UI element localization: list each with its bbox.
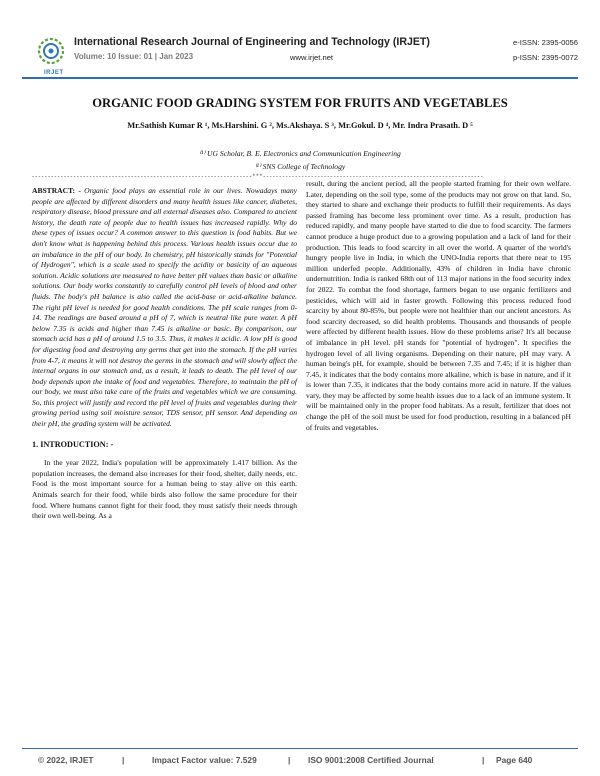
irjet-logo bbox=[36, 36, 66, 74]
paper-title: ORGANIC FOOD GRADING SYSTEM FOR FRUITS AND VEGETABLES bbox=[92, 96, 508, 110]
irjet-logo-icon bbox=[36, 36, 66, 70]
journal-header bbox=[22, 36, 578, 74]
footer-copyright: © 2022, IRJET bbox=[38, 755, 94, 765]
abstract-label: ABSTRACT: - bbox=[32, 186, 81, 195]
section-separator: ---------------------------------------------------------------------***--------------------------------------------------------------------- bbox=[32, 174, 484, 180]
right-column bbox=[306, 179, 571, 433]
footer-separator: | bbox=[122, 755, 125, 765]
abstract-text: Organic food plays an essential role in our lives. Nowadays many people are affected by different disorders and many health issues like cancer, diabetes, respiratory disease, blood pressure and all external diseases also. Compared to ancient history, the death rate of people due to health issues has increased rapidly. Why do these types of issues occur? A common answer to this question is food habits. But we don't know what is happening behind this process. Various health issues occur due to an imbalance in the pH of our body. In chemistry, pH historically stands for "Potential of Hydrogen", which is a scale used to specify the acidity or basicity of an aqueous solution. Acidic solutions are measured to have better pH values than basic or alkaline solutions. Our body works constantly to carefully control pH levels of blood and other fluids. The body's pH balance is also called the acid-base or acid-alkaline balance. The right pH level is needed for good health conditions. The pH scale ranges from 0-14. The readings are based around a pH of 7, which is neutral like pure water. A pH below 7.35 is acids and higher than 7.45 is alkaline or basic. By comparison, our stomach acid has a pH of around 1.5 to 3.5. Thus, it makes it acidic. A low pH is good for digesting food and destroying any germs that get into the stomach. If the pH varies from 4-7, it means it will not destroy the germs in the stomach and will slowly affect the internal organs in our stomach and, as a result, it leads to death. The pH level of our body depends upon the intake of food and vegetables. Therefore, to maintain the pH of our body, we must also take care of the fruits and vegetables which we are consuming. So, this project will justify and record the pH level of fruits and vegetables during their growing period using soil moisture sensor, TDS sensor, pH sensor. And depending on their pH, the grading system will be activated. bbox=[32, 186, 297, 429]
header-divider bbox=[22, 77, 578, 79]
affiliation-department: ⁽¹⁾ UG Scholar, B. E. Electronics and Communication Engineering bbox=[199, 149, 401, 158]
introduction-heading: 1. INTRODUCTION: - bbox=[32, 439, 114, 449]
footer-separator: | bbox=[482, 755, 485, 765]
journal-website-link[interactable]: www.irjet.net bbox=[290, 53, 334, 62]
journal-title: International Research Journal of Engineering and Technology (IRJET) bbox=[74, 36, 430, 48]
left-column bbox=[32, 186, 297, 522]
pissn: p-ISSN: 2395-0072 bbox=[512, 53, 578, 62]
footer-page-number: Page 640 bbox=[496, 755, 533, 765]
author-list: Mr.Sathish Kumar R ¹, Ms.Harshini. G ², Ms.Akshaya. S ³, Mr.Gokul. D ⁴, Mr. Indra Prasath. D ⁵ bbox=[127, 121, 473, 130]
affiliation-college: ⁽¹⁾ SNS College of Technology bbox=[254, 162, 346, 171]
volume-issue: Volume: 10 Issue: 01 | Jan 2023 bbox=[74, 52, 194, 61]
footer-divider bbox=[22, 748, 578, 749]
introduction-text: In the year 2022, India's population will be approximately 1.417 billion. As the population increases, the demand also increases for their food, shelter, daily needs, etc. Food is the most important source for a human being to stay alive on this earth. Animals search for their food, while birds also follow the same procedure for their food. Where humans cannot fight for their food, they must satisfy their needs through their own well-being. As a bbox=[32, 458, 297, 521]
abstract bbox=[32, 186, 297, 430]
footer-iso: ISO 9001:2008 Certified Journal bbox=[308, 755, 434, 765]
introduction-continued-text: result, during the ancient period, all the people started framing for their own welfare. Later, depending on the soil type, some of the products may not grow on that land. So, they started to share and exchange their products to fulfill their requirements. As days passed framing has become less prominent over time. As a result, production has reduced rapidly, and many people have started to die due to food scarcity. The farmers cannot produce a huge product due to a growing population and a lack of land for their production. This leads to food scarcity in all over the world. A quarter of the world's hungry people live in India, in which the UNO-India reports that there near to 195 million underfed people. Additionally, 43% of children in India have chronic undernutrition. India is ranked 68th out of 113 major nations in the food security index for 2022. To combat the food shortage, farmers began to use organic fertilizers and pesticides, which will aid in faster growth. Following this process reduced food scarcity by about 80-85%, but people were not healthier than our ancient ancestors. As food scarcity decreased, so did health problems. Thousands and thousands of people were affected by different health issues. How do these problems arise? It's all because of imbalance in pH level. pH stands for "potential of hydrogen". It specifies the hydrogen level of all living organisms. Depending on their nature, pH may vary. A human being's pH, for example, should be between 7.35 and 7.45; if it is higher than 7.45, it indicates that the body contains more alkaline, which is base in nature, and if it is lower than 7.35, it indicates that the body contains more acid in nature. If the values vary, they may be affected by some health issues due to a lack of an immune system. It will be maintained only in the proper food habitats. As a result, fertilizer that does not change the pH of the soil must be used for food production, resulting in a balanced pH of fruits and vegetables. bbox=[306, 179, 571, 432]
logo-label: IRJET bbox=[44, 70, 64, 76]
footer-separator: | bbox=[288, 755, 291, 765]
eissn: e-ISSN: 2395-0056 bbox=[512, 38, 578, 47]
footer-impact-factor: Impact Factor value: 7.529 bbox=[152, 755, 257, 765]
